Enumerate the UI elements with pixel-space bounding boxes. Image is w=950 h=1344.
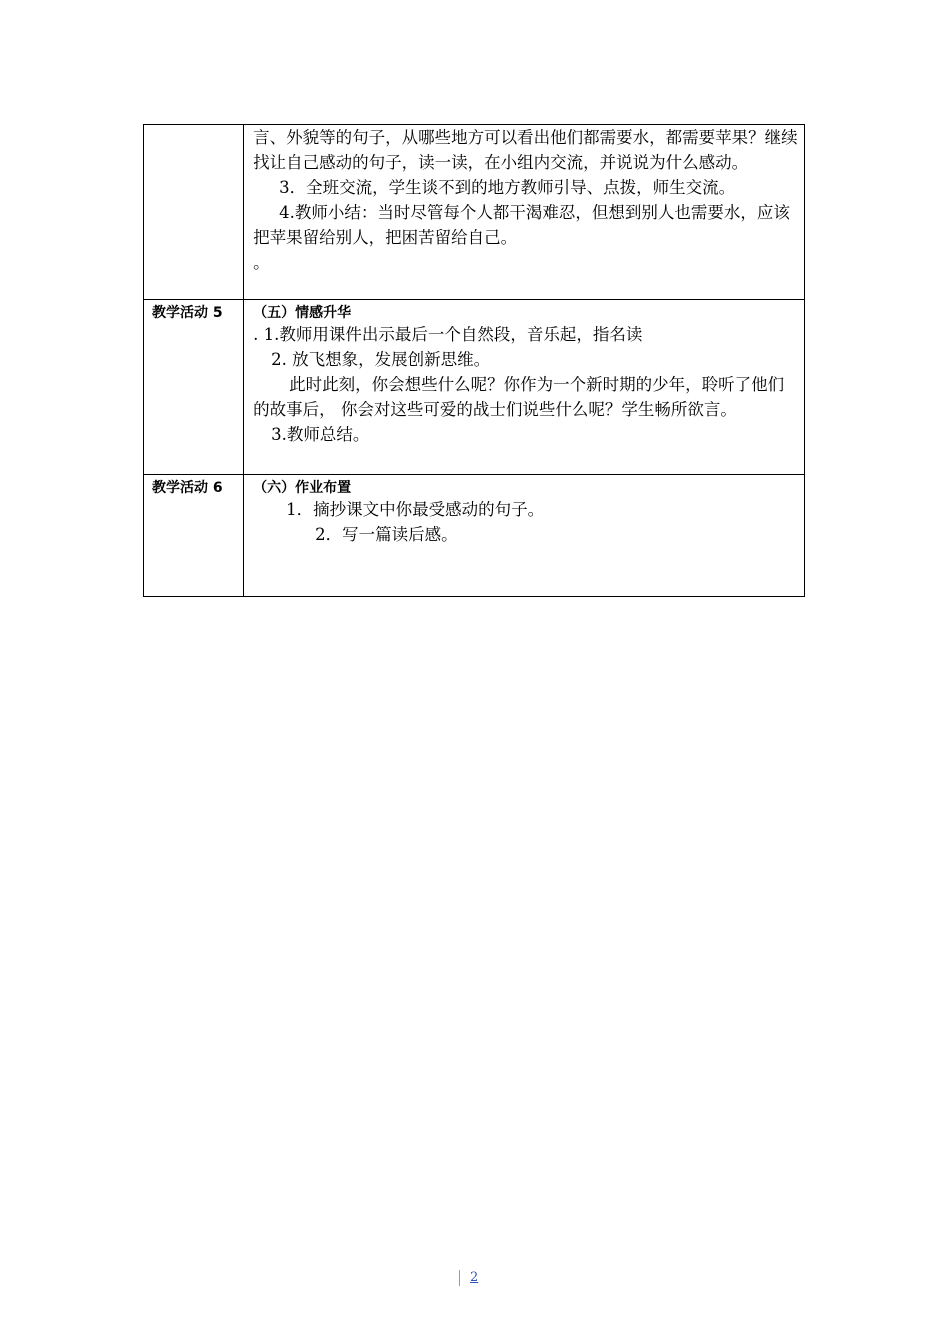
row-label: 教学活动 6 — [152, 480, 223, 496]
paragraph: . 1.教师用课件出示最后一个自然段，音乐起，指名读 — [253, 325, 643, 344]
paragraph: 3.教师总结。 — [271, 425, 370, 444]
table-row — [144, 125, 805, 300]
page-number-link[interactable]: 2 — [470, 1270, 479, 1285]
paragraph: 3．全班交流，学生谈不到的地方教师引导、点拨，师生交流。 — [279, 178, 736, 197]
table-row — [144, 475, 805, 597]
row-content-cell — [244, 125, 805, 300]
paragraph: 2．写一篇读后感。 — [315, 525, 458, 544]
row-content-cell — [244, 300, 805, 475]
row-label-cell — [144, 475, 244, 597]
row-content-cell — [244, 475, 805, 597]
row-label — [144, 125, 243, 129]
paragraph: 。 — [253, 253, 270, 272]
paragraph: 4.教师小结：当时尽管每个人都干渴难忍，但想到别人也需要水，应该把苹果留给别人，把困苦留给自己。 — [253, 203, 790, 247]
paragraph: 1．摘抄课文中你最受感动的句子。 — [286, 500, 545, 519]
table-row — [144, 300, 805, 475]
row-label-cell — [144, 300, 244, 475]
row-label-cell — [144, 125, 244, 300]
section-heading: （六）作业布置 — [253, 480, 352, 496]
paragraph: 言、外貌等的句子，从哪些地方可以看出他们都需要水，都需要苹果？继续找让自己感动的句子，读一读，在小组内交流，并说说为什么感动。 — [253, 128, 798, 172]
section-heading: （五）情感升华 — [253, 305, 352, 321]
footer-divider — [459, 1270, 460, 1286]
paragraph: 2. 放飞想象，发展创新思维。 — [271, 350, 491, 369]
page-footer — [459, 1268, 478, 1288]
row-label: 教学活动 5 — [152, 305, 223, 321]
lesson-plan-table — [143, 124, 805, 597]
paragraph: 此时此刻，你会想些什么呢？你作为一个新时期的少年，聆听了他们的故事后， 你会对这些可爱的战士们说些什么呢？学生畅所欲言。 — [253, 375, 785, 419]
